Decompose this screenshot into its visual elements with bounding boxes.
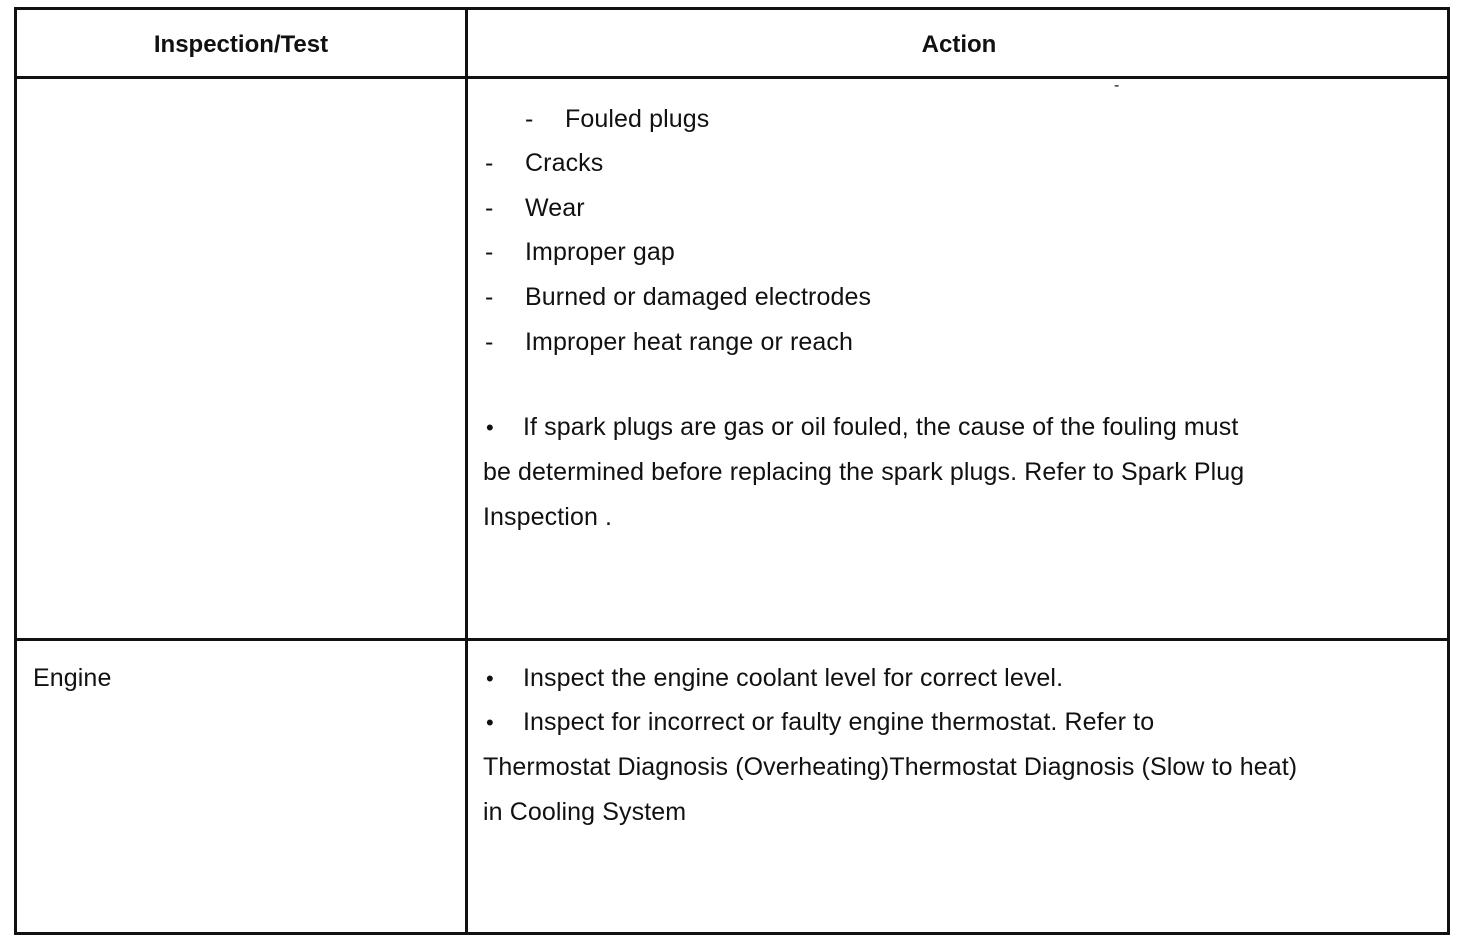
dash-marker: - <box>485 328 494 356</box>
header-action: Action <box>921 31 997 58</box>
dash-marker: - <box>485 238 494 266</box>
thermostat-note-line2: Thermostat Diagnosis (Overheating)Thermostat Diagnosis (Slow to heat) <box>483 753 1298 781</box>
sub-item-cracks: Cracks <box>525 149 604 177</box>
sub-item-wear: Wear <box>525 194 585 222</box>
thermostat-note-line3: in Cooling System <box>483 798 687 826</box>
header-divider <box>17 76 1447 79</box>
dash-marker: - <box>485 149 494 177</box>
row-divider <box>17 638 1447 641</box>
bullet-marker: • <box>486 415 494 440</box>
fouling-note-line1: If spark plugs are gas or oil fouled, the cause of the fouling must <box>523 413 1239 441</box>
bullet-marker: • <box>486 710 494 735</box>
fouling-note-line2: be determined before replacing the spark plugs. Refer to Spark Plug <box>483 458 1245 486</box>
fouling-note-line3: Inspection . <box>483 503 613 531</box>
thermostat-note-line1: Inspect for incorrect or faulty engine thermostat. Refer to <box>523 708 1155 736</box>
stray-mark: - <box>1114 77 1120 94</box>
sub-item-burned-electrodes: Burned or damaged electrodes <box>525 283 872 311</box>
sub-item-heat-range: Improper heat range or reach <box>525 328 853 356</box>
sub-item-fouled-plugs: Fouled plugs <box>565 105 710 133</box>
bullet-marker: • <box>486 666 494 691</box>
sub-item-improper-gap: Improper gap <box>525 238 675 266</box>
dash-marker: - <box>485 283 494 311</box>
row2-inspection-engine: Engine <box>33 664 112 692</box>
header-inspection-test: Inspection/Test <box>153 31 329 58</box>
dash-marker: - <box>525 105 534 133</box>
inspection-action-table <box>14 7 1450 935</box>
dash-marker: - <box>485 194 494 222</box>
coolant-level-note: Inspect the engine coolant level for correct level. <box>523 664 1064 692</box>
column-divider <box>465 10 468 932</box>
